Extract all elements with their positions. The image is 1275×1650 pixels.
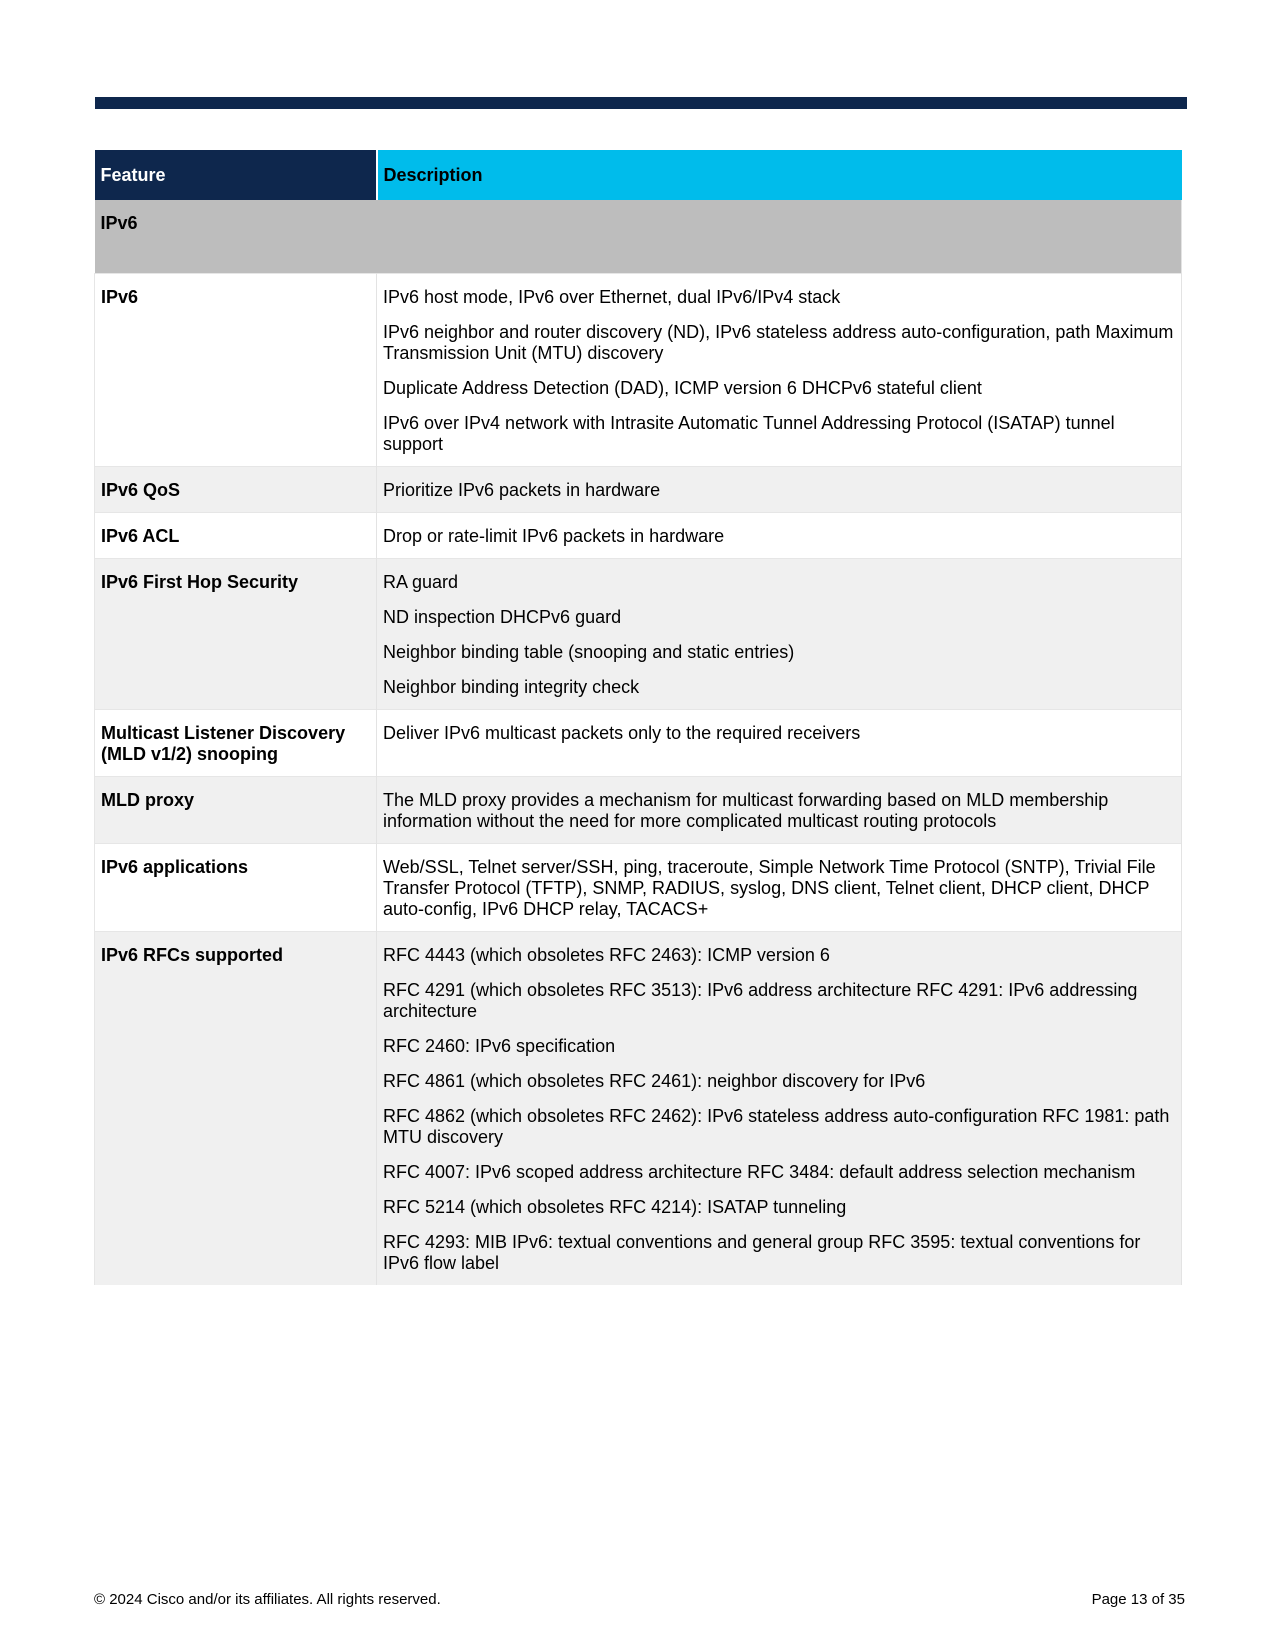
- header-rule: [95, 97, 1187, 109]
- feature-description: [377, 274, 1182, 467]
- table-row: [95, 932, 1182, 1286]
- table-row: [95, 274, 1182, 467]
- description-line: RFC 2460: IPv6 specification: [383, 1036, 616, 1056]
- feature-description: [377, 844, 1182, 932]
- description-line: RFC 4293: MIB IPv6: textual conventions and general group RFC 3595: textual conventions for IPv6 flow label: [383, 1232, 1141, 1273]
- description-line: Duplicate Address Detection (DAD), ICMP version 6 DHCPv6 stateful client: [383, 378, 982, 398]
- feature-description: [377, 710, 1182, 777]
- section-title: IPv6: [95, 200, 1182, 274]
- footer-page-number: Page 13 of 35: [1091, 1591, 1185, 1608]
- footer-copyright: © 2024 Cisco and/or its affiliates. All rights reserved.: [94, 1591, 441, 1608]
- table-row: [95, 513, 1182, 559]
- feature-description: [377, 777, 1182, 844]
- description-line: RFC 4443 (which obsoletes RFC 2463): ICMP version 6: [383, 945, 830, 965]
- table-row: [95, 777, 1182, 844]
- description-line: Drop or rate-limit IPv6 packets in hardware: [383, 526, 725, 546]
- description-line: Web/SSL, Telnet server/SSH, ping, traceroute, Simple Network Time Protocol (SNTP), Trivial File Transfer Protocol (TFTP), SNMP, RADIUS, syslog, DNS client, Telnet client, DHCP client, DHCP auto-config, IPv6 DHCP relay, TACACS+: [383, 857, 1156, 919]
- table-header-row: [95, 150, 1182, 200]
- section-row: [95, 200, 1182, 274]
- description-line: RFC 4007: IPv6 scoped address architecture RFC 3484: default address selection mechanism: [383, 1162, 1136, 1182]
- description-line: RFC 4861 (which obsoletes RFC 2461): neighbor discovery for IPv6: [383, 1071, 926, 1091]
- description-line: Deliver IPv6 multicast packets only to the required receivers: [383, 723, 861, 743]
- table-row: [95, 844, 1182, 932]
- description-line: IPv6 over IPv4 network with Intrasite Automatic Tunnel Addressing Protocol (ISATAP) tunnel support: [383, 413, 1115, 454]
- feature-name: MLD proxy: [95, 777, 377, 844]
- description-line: RFC 4291 (which obsoletes RFC 3513): IPv6 address architecture RFC 4291: IPv6 addressing architecture: [383, 980, 1138, 1021]
- feature-name: Multicast Listener Discovery (MLD v1/2) snooping: [95, 710, 377, 777]
- feature-name: IPv6: [95, 274, 377, 467]
- header-description: Description: [377, 150, 1182, 200]
- description-line: Neighbor binding table (snooping and static entries): [383, 642, 795, 662]
- description-line: The MLD proxy provides a mechanism for multicast forwarding based on MLD membership information without the need for more complicated multicast routing protocols: [383, 790, 1109, 831]
- table-row: [95, 710, 1182, 777]
- feature-description: [377, 467, 1182, 513]
- feature-description: [377, 932, 1182, 1286]
- description-line: RFC 5214 (which obsoletes RFC 4214): ISATAP tunneling: [383, 1197, 847, 1217]
- table-row: [95, 467, 1182, 513]
- feature-name: IPv6 RFCs supported: [95, 932, 377, 1286]
- feature-name: IPv6 QoS: [95, 467, 377, 513]
- description-line: IPv6 host mode, IPv6 over Ethernet, dual IPv6/IPv4 stack: [383, 287, 841, 307]
- description-line: ND inspection DHCPv6 guard: [383, 607, 622, 627]
- table-row: [95, 559, 1182, 710]
- description-line: RA guard: [383, 572, 459, 592]
- description-line: RFC 4862 (which obsoletes RFC 2462): IPv6 stateless address auto-configuration RFC 1981: path MTU discovery: [383, 1106, 1170, 1147]
- feature-description: [377, 559, 1182, 710]
- feature-name: IPv6 ACL: [95, 513, 377, 559]
- feature-name: IPv6 applications: [95, 844, 377, 932]
- header-feature: Feature: [95, 150, 377, 200]
- description-line: IPv6 neighbor and router discovery (ND), IPv6 stateless address auto-configuration, path Maximum Transmission Unit (MTU) discovery: [383, 322, 1174, 363]
- feature-table: [94, 150, 1182, 1285]
- feature-description: [377, 513, 1182, 559]
- description-line: Neighbor binding integrity check: [383, 677, 640, 697]
- description-line: Prioritize IPv6 packets in hardware: [383, 480, 661, 500]
- feature-name: IPv6 First Hop Security: [95, 559, 377, 710]
